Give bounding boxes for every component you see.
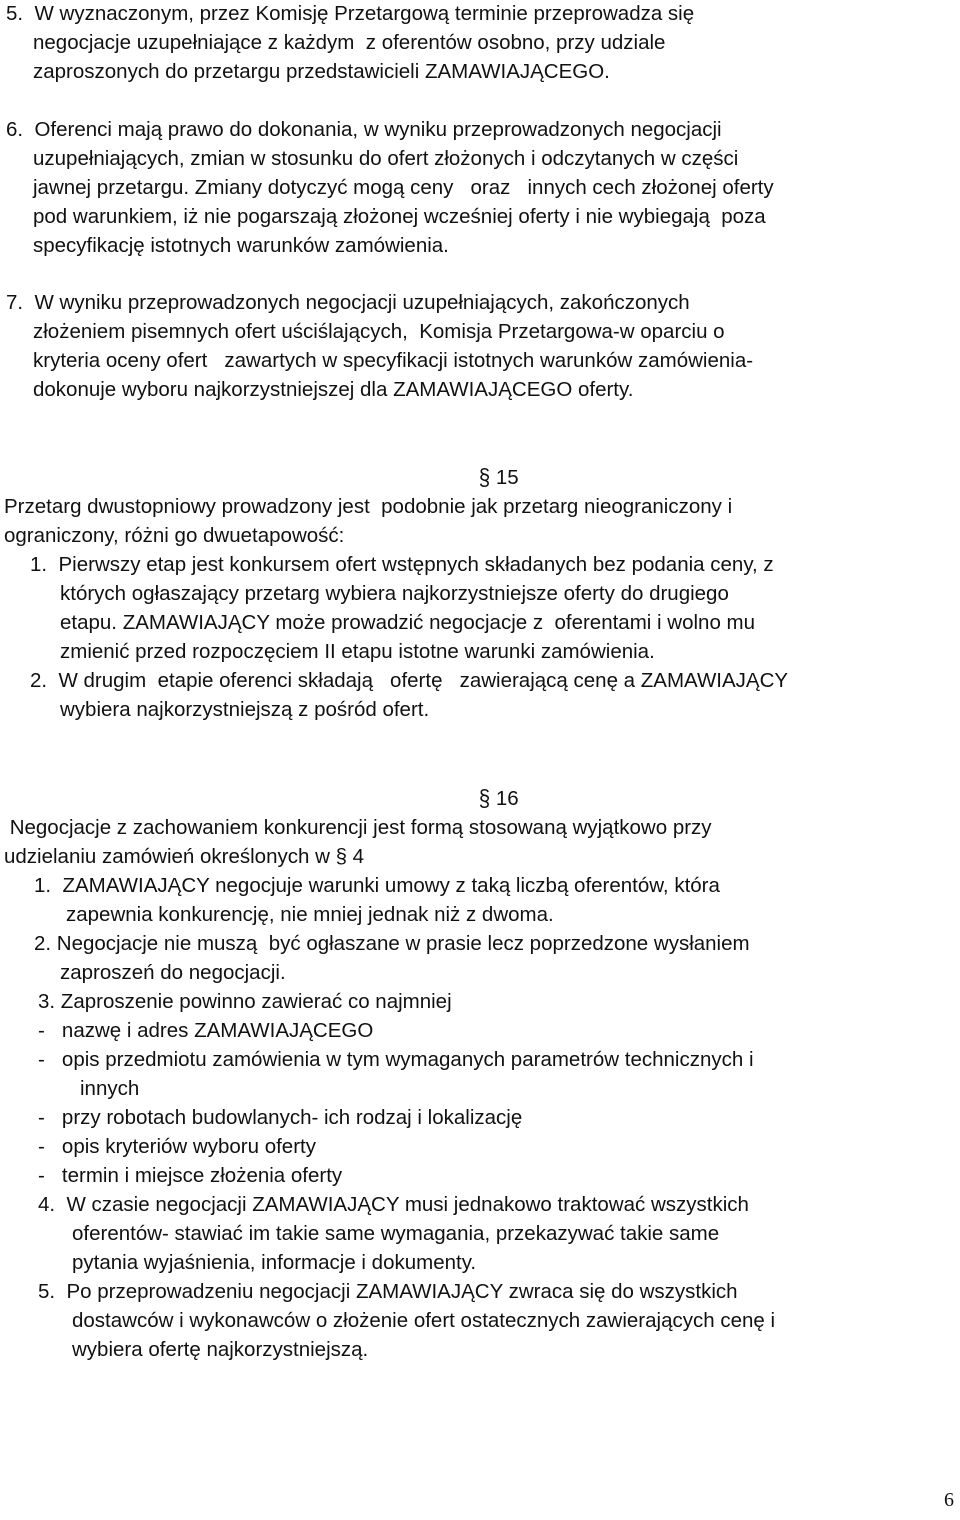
text-line: 3. Zaproszenie powinno zawierać co najmniej [38, 990, 452, 1013]
text-line: kryteria oceny ofert zawartych w specyfikacji istotnych warunków zamówienia- [33, 349, 754, 372]
text-line: 6. Oferenci mają prawo do dokonania, w wyniku przeprowadzonych negocjacji [6, 118, 722, 141]
text-line: - nazwę i adres ZAMAWIAJĄCEGO [38, 1019, 374, 1042]
text-line: wybiera najkorzystniejszą z pośród ofert. [60, 698, 430, 721]
section-number: 15 [495, 466, 519, 489]
section-symbol: § [478, 464, 491, 491]
text-line: Przetarg dwustopniowy prowadzony jest podobnie jak przetarg nieograniczony i [4, 495, 733, 518]
text-line: uzupełniających, zmian w stosunku do ofert złożonych i odczytanych w części [33, 147, 739, 170]
text-line: - opis kryteriów wyboru oferty [38, 1135, 316, 1158]
page-number: 6 [944, 1489, 954, 1511]
text-line: zapewnia konkurencję, nie mniej jednak niż z dwoma. [66, 903, 554, 926]
text-line: jawnej przetargu. Zmiany dotyczyć mogą ceny oraz innych cech złożonej oferty [33, 176, 774, 199]
text-line: których ogłaszający przetarg wybiera najkorzystniejsze oferty do drugiego [60, 582, 729, 605]
text-line: ograniczony, różni go dwuetapowość: [4, 524, 345, 547]
text-line: etapu. ZAMAWIAJĄCY może prowadzić negocjacje z oferentami i wolno mu [60, 611, 756, 634]
text-line: 7. W wyniku przeprowadzonych negocjacji uzupełniających, zakończonych [6, 291, 690, 314]
text-line: negocjacje uzupełniające z każdym z oferentów osobno, przy udziale [33, 31, 666, 54]
text-line: zmienić przed rozpoczęciem II etapu istotne warunki zamówienia. [60, 640, 655, 663]
section-number: 16 [495, 787, 519, 810]
text-line: - opis przedmiotu zamówienia w tym wymaganych parametrów technicznych i [38, 1048, 754, 1071]
text-line: innych [80, 1077, 140, 1100]
text-line: zaproszonych do przetargu przedstawicieli ZAMAWIAJĄCEGO. [33, 60, 610, 83]
text-line: 1. ZAMAWIAJĄCY negocjuje warunki umowy z taką liczbą oferentów, która [34, 874, 720, 897]
text-line: Negocjacje z zachowaniem konkurencji jest formą stosowaną wyjątkowo przy [4, 816, 712, 839]
text-line: - przy robotach budowlanych- ich rodzaj i lokalizację [38, 1106, 523, 1129]
text-line: 2. W drugim etapie oferenci składają ofertę zawierającą cenę a ZAMAWIAJĄCY [30, 669, 789, 692]
text-line: - termin i miejsce złożenia oferty [38, 1164, 343, 1187]
text-line: 1. Pierwszy etap jest konkursem ofert wstępnych składanych bez podania ceny, z [30, 553, 774, 576]
text-line: pod warunkiem, iż nie pogarszają złożonej wcześniej oferty i nie wybiegają poza [33, 205, 766, 228]
text-line: udzielaniu zamówień określonych w § 4 [4, 845, 365, 868]
text-line: złożeniem pisemnych ofert uściślających, Komisja Przetargowa-w oparciu o [33, 320, 725, 343]
text-line: specyfikację istotnych warunków zamówienia. [33, 234, 449, 257]
text-line: dostawców i wykonawców o złożenie ofert ostatecznych zawierających cenę i [72, 1309, 776, 1332]
text-line: pytania wyjaśnienia, informacje i dokumenty. [72, 1251, 477, 1274]
text-line: oferentów- stawiać im takie same wymagania, przekazywać takie same [72, 1222, 720, 1245]
text-line: wybiera ofertę najkorzystniejszą. [72, 1338, 369, 1361]
text-line: 4. W czasie negocjacji ZAMAWIAJĄCY musi jednakowo traktować wszystkich [38, 1193, 749, 1216]
text-line: 5. W wyznaczonym, przez Komisję Przetargową terminie przeprowadza się [6, 2, 695, 25]
text-line: dokonuje wyboru najkorzystniejszej dla ZAMAWIAJĄCEGO oferty. [33, 378, 634, 401]
section-symbol: § [478, 785, 491, 812]
text-line: 5. Po przeprowadzeniu negocjacji ZAMAWIAJĄCY zwraca się do wszystkich [38, 1280, 738, 1303]
text-line: 2. Negocjacje nie muszą być ogłaszane w prasie lecz poprzedzone wysłaniem [34, 932, 750, 955]
text-line: zaproszeń do negocjacji. [60, 961, 286, 984]
